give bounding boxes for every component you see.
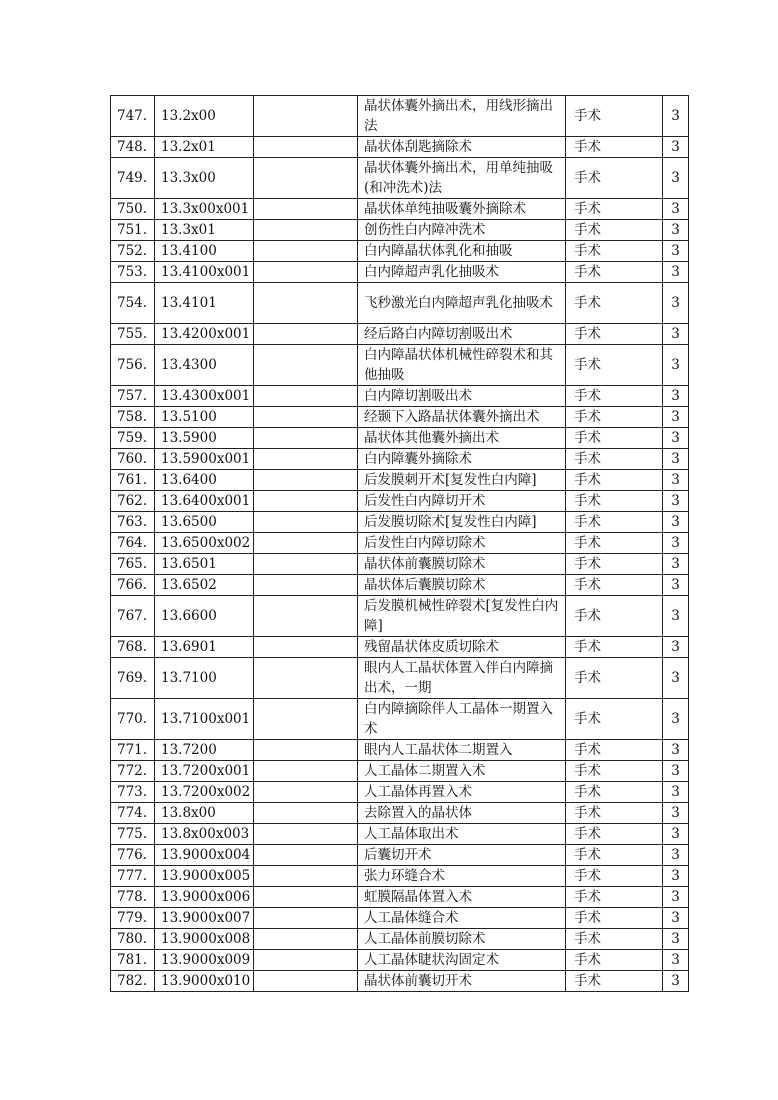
- row-number: 781.: [111, 950, 155, 971]
- procedure-name: 晶状体前囊切开术: [358, 971, 566, 992]
- procedure-level: 3: [663, 824, 689, 845]
- procedure-level: 3: [663, 137, 689, 158]
- blank-cell: [254, 658, 358, 699]
- procedure-type: 手术: [566, 345, 663, 386]
- procedure-name: 白内障摘除伴人工晶体一期置入术: [358, 699, 566, 740]
- procedure-level: 3: [663, 512, 689, 533]
- procedure-name: 眼内人工晶状体二期置入: [358, 740, 566, 761]
- procedure-type: 手术: [566, 512, 663, 533]
- blank-cell: [254, 241, 358, 262]
- table-row: [111, 782, 689, 803]
- table-row: [111, 96, 689, 137]
- procedure-code: 13.4300: [155, 345, 254, 386]
- table-row: [111, 428, 689, 449]
- row-number: 764.: [111, 533, 155, 554]
- table-row: [111, 491, 689, 512]
- procedure-code: 13.9000x010: [155, 971, 254, 992]
- table-row: [111, 158, 689, 199]
- procedure-code: 13.9000x006: [155, 887, 254, 908]
- table-row: [111, 324, 689, 345]
- procedure-level: 3: [663, 950, 689, 971]
- blank-cell: [254, 428, 358, 449]
- procedure-name: 白内障超声乳化抽吸术: [358, 262, 566, 283]
- procedure-level: 3: [663, 554, 689, 575]
- row-number: 765.: [111, 554, 155, 575]
- procedure-code: 13.6901: [155, 637, 254, 658]
- procedure-type: 手术: [566, 428, 663, 449]
- row-number: 754.: [111, 283, 155, 324]
- procedure-name: 晶状体前囊膜切除术: [358, 554, 566, 575]
- procedure-level: 3: [663, 740, 689, 761]
- procedure-name: 白内障囊外摘除术: [358, 449, 566, 470]
- procedure-level: 3: [663, 575, 689, 596]
- row-number: 771.: [111, 740, 155, 761]
- procedure-code: 13.3x00x001: [155, 199, 254, 220]
- row-number: 751.: [111, 220, 155, 241]
- row-number: 778.: [111, 887, 155, 908]
- procedure-name: 创伤性白内障冲洗术: [358, 220, 566, 241]
- procedure-type: 手术: [566, 637, 663, 658]
- procedure-name: 人工晶体前膜切除术: [358, 929, 566, 950]
- procedure-name: 张力环缝合术: [358, 866, 566, 887]
- blank-cell: [254, 491, 358, 512]
- row-number: 763.: [111, 512, 155, 533]
- row-number: 780.: [111, 929, 155, 950]
- procedure-level: 3: [663, 596, 689, 637]
- blank-cell: [254, 699, 358, 740]
- table-row: [111, 908, 689, 929]
- procedure-code: 13.7200: [155, 740, 254, 761]
- procedure-type: 手术: [566, 596, 663, 637]
- procedure-code: 13.7100: [155, 658, 254, 699]
- blank-cell: [254, 512, 358, 533]
- table-row: [111, 596, 689, 637]
- procedure-type: 手术: [566, 554, 663, 575]
- procedure-name: 人工晶体再置入术: [358, 782, 566, 803]
- row-number: 752.: [111, 241, 155, 262]
- procedure-name: 后囊切开术: [358, 845, 566, 866]
- procedure-level: 3: [663, 220, 689, 241]
- procedure-name: 晶状体后囊膜切除术: [358, 575, 566, 596]
- row-number: 774.: [111, 803, 155, 824]
- blank-cell: [254, 283, 358, 324]
- procedure-code: 13.7100x001: [155, 699, 254, 740]
- table-row: [111, 866, 689, 887]
- procedure-code: 13.3x01: [155, 220, 254, 241]
- row-number: 750.: [111, 199, 155, 220]
- procedure-code: 13.2x01: [155, 137, 254, 158]
- procedure-type: 手术: [566, 324, 663, 345]
- procedure-table-body: [111, 96, 689, 992]
- procedure-type: 手术: [566, 491, 663, 512]
- procedure-level: 3: [663, 386, 689, 407]
- procedure-level: 3: [663, 158, 689, 199]
- blank-cell: [254, 96, 358, 137]
- procedure-type: 手术: [566, 658, 663, 699]
- procedure-level: 3: [663, 262, 689, 283]
- row-number: 748.: [111, 137, 155, 158]
- procedure-type: 手术: [566, 575, 663, 596]
- procedure-type: 手术: [566, 824, 663, 845]
- procedure-level: 3: [663, 637, 689, 658]
- procedure-level: 3: [663, 491, 689, 512]
- table-row: [111, 407, 689, 428]
- procedure-type: 手术: [566, 887, 663, 908]
- row-number: 772.: [111, 761, 155, 782]
- procedure-name: 眼内人工晶状体置入伴白内障摘出术，一期: [358, 658, 566, 699]
- blank-cell: [254, 554, 358, 575]
- table-row: [111, 345, 689, 386]
- procedure-code: 13.9000x005: [155, 866, 254, 887]
- table-row: [111, 740, 689, 761]
- procedure-type: 手术: [566, 262, 663, 283]
- procedure-name: 残留晶状体皮质切除术: [358, 637, 566, 658]
- row-number: 768.: [111, 637, 155, 658]
- procedure-name: 晶状体单纯抽吸囊外摘除术: [358, 199, 566, 220]
- procedure-name: 晶状体刮匙摘除术: [358, 137, 566, 158]
- procedure-type: 手术: [566, 533, 663, 554]
- procedure-level: 3: [663, 699, 689, 740]
- procedure-code: 13.6501: [155, 554, 254, 575]
- procedure-code: 13.5900: [155, 428, 254, 449]
- procedure-code: 13.5900x001: [155, 449, 254, 470]
- table-row: [111, 137, 689, 158]
- procedure-code: 13.7200x002: [155, 782, 254, 803]
- row-number: 755.: [111, 324, 155, 345]
- procedure-code: 13.9000x008: [155, 929, 254, 950]
- row-number: 779.: [111, 908, 155, 929]
- blank-cell: [254, 470, 358, 491]
- procedure-name: 经后路白内障切割吸出术: [358, 324, 566, 345]
- procedure-name: 虹膜隔晶体置入术: [358, 887, 566, 908]
- procedure-type: 手术: [566, 386, 663, 407]
- procedure-name: 后发性白内障切除术: [358, 533, 566, 554]
- blank-cell: [254, 158, 358, 199]
- procedure-code: 13.4100: [155, 241, 254, 262]
- blank-cell: [254, 761, 358, 782]
- row-number: 762.: [111, 491, 155, 512]
- procedure-code: 13.4100x001: [155, 262, 254, 283]
- procedure-type: 手术: [566, 220, 663, 241]
- procedure-code: 13.9000x004: [155, 845, 254, 866]
- blank-cell: [254, 803, 358, 824]
- procedure-type: 手术: [566, 137, 663, 158]
- procedure-type: 手术: [566, 908, 663, 929]
- procedure-code: 13.6600: [155, 596, 254, 637]
- blank-cell: [254, 740, 358, 761]
- table-row: [111, 386, 689, 407]
- procedure-code: 13.6502: [155, 575, 254, 596]
- procedure-type: 手术: [566, 782, 663, 803]
- row-number: 757.: [111, 386, 155, 407]
- procedure-level: 3: [663, 761, 689, 782]
- procedure-name: 飞秒激光白内障超声乳化抽吸术: [358, 283, 566, 324]
- procedure-level: 3: [663, 971, 689, 992]
- blank-cell: [254, 929, 358, 950]
- procedure-type: 手术: [566, 241, 663, 262]
- procedure-level: 3: [663, 845, 689, 866]
- procedure-name: 白内障晶状体机械性碎裂术和其他抽吸: [358, 345, 566, 386]
- row-number: 773.: [111, 782, 155, 803]
- table-row: [111, 699, 689, 740]
- row-number: 767.: [111, 596, 155, 637]
- procedure-type: 手术: [566, 470, 663, 491]
- procedure-level: 3: [663, 324, 689, 345]
- row-number: 775.: [111, 824, 155, 845]
- procedure-type: 手术: [566, 803, 663, 824]
- procedure-level: 3: [663, 428, 689, 449]
- procedure-name: 后发性白内障切开术: [358, 491, 566, 512]
- table-row: [111, 950, 689, 971]
- procedure-type: 手术: [566, 449, 663, 470]
- row-number: 756.: [111, 345, 155, 386]
- procedure-name: 经颞下入路晶状体囊外摘出术: [358, 407, 566, 428]
- procedure-level: 3: [663, 407, 689, 428]
- blank-cell: [254, 596, 358, 637]
- procedure-level: 3: [663, 866, 689, 887]
- procedure-name: 白内障晶状体乳化和抽吸: [358, 241, 566, 262]
- procedure-code: 13.2x00: [155, 96, 254, 137]
- blank-cell: [254, 407, 358, 428]
- procedure-type: 手术: [566, 929, 663, 950]
- procedure-name: 后发膜切除术[复发性白内障]: [358, 512, 566, 533]
- procedure-code: 13.9000x007: [155, 908, 254, 929]
- procedure-level: 3: [663, 283, 689, 324]
- row-number: 761.: [111, 470, 155, 491]
- table-row: [111, 824, 689, 845]
- row-number: 769.: [111, 658, 155, 699]
- table-row: [111, 575, 689, 596]
- procedure-level: 3: [663, 241, 689, 262]
- blank-cell: [254, 137, 358, 158]
- procedure-level: 3: [663, 470, 689, 491]
- procedure-code: 13.6400: [155, 470, 254, 491]
- table-row: [111, 262, 689, 283]
- procedure-type: 手术: [566, 96, 663, 137]
- blank-cell: [254, 386, 358, 407]
- blank-cell: [254, 199, 358, 220]
- procedure-code: 13.3x00: [155, 158, 254, 199]
- table-row: [111, 220, 689, 241]
- procedure-type: 手术: [566, 407, 663, 428]
- row-number: 776.: [111, 845, 155, 866]
- procedure-name: 去除置入的晶状体: [358, 803, 566, 824]
- procedure-table: [110, 95, 689, 992]
- blank-cell: [254, 575, 358, 596]
- blank-cell: [254, 637, 358, 658]
- procedure-name: 白内障切割吸出术: [358, 386, 566, 407]
- row-number: 777.: [111, 866, 155, 887]
- table-row: [111, 803, 689, 824]
- table-row: [111, 971, 689, 992]
- procedure-code: 13.6500: [155, 512, 254, 533]
- table-row: [111, 283, 689, 324]
- row-number: 760.: [111, 449, 155, 470]
- blank-cell: [254, 262, 358, 283]
- procedure-type: 手术: [566, 971, 663, 992]
- procedure-code: 13.4300x001: [155, 386, 254, 407]
- procedure-level: 3: [663, 887, 689, 908]
- row-number: 747.: [111, 96, 155, 137]
- procedure-type: 手术: [566, 845, 663, 866]
- procedure-level: 3: [663, 908, 689, 929]
- procedure-type: 手术: [566, 699, 663, 740]
- table-row: [111, 199, 689, 220]
- procedure-name: 人工晶体缝合术: [358, 908, 566, 929]
- row-number: 749.: [111, 158, 155, 199]
- procedure-level: 3: [663, 782, 689, 803]
- blank-cell: [254, 449, 358, 470]
- blank-cell: [254, 887, 358, 908]
- procedure-level: 3: [663, 533, 689, 554]
- table-row: [111, 637, 689, 658]
- procedure-type: 手术: [566, 950, 663, 971]
- blank-cell: [254, 345, 358, 386]
- procedure-code: 13.8x00x003: [155, 824, 254, 845]
- procedure-level: 3: [663, 96, 689, 137]
- procedure-code: 13.5100: [155, 407, 254, 428]
- procedure-level: 3: [663, 658, 689, 699]
- procedure-name: 人工晶体取出术: [358, 824, 566, 845]
- procedure-type: 手术: [566, 199, 663, 220]
- table-row: [111, 533, 689, 554]
- procedure-code: 13.6500x002: [155, 533, 254, 554]
- table-row: [111, 845, 689, 866]
- procedure-type: 手术: [566, 761, 663, 782]
- procedure-name: 晶状体其他囊外摘出术: [358, 428, 566, 449]
- procedure-name: 人工晶体睫状沟固定术: [358, 950, 566, 971]
- procedure-name: 后发膜刺开术[复发性白内障]: [358, 470, 566, 491]
- blank-cell: [254, 866, 358, 887]
- procedure-level: 3: [663, 199, 689, 220]
- procedure-code: 13.9000x009: [155, 950, 254, 971]
- row-number: 782.: [111, 971, 155, 992]
- row-number: 759.: [111, 428, 155, 449]
- procedure-level: 3: [663, 929, 689, 950]
- table-row: [111, 658, 689, 699]
- row-number: 758.: [111, 407, 155, 428]
- blank-cell: [254, 324, 358, 345]
- procedure-level: 3: [663, 803, 689, 824]
- procedure-type: 手术: [566, 158, 663, 199]
- blank-cell: [254, 824, 358, 845]
- procedure-type: 手术: [566, 740, 663, 761]
- procedure-type: 手术: [566, 866, 663, 887]
- procedure-code: 13.6400x001: [155, 491, 254, 512]
- procedure-code: 13.7200x001: [155, 761, 254, 782]
- procedure-name: 晶状体囊外摘出术，用线形摘出法: [358, 96, 566, 137]
- procedure-code: 13.8x00: [155, 803, 254, 824]
- procedure-code: 13.4101: [155, 283, 254, 324]
- row-number: 770.: [111, 699, 155, 740]
- blank-cell: [254, 950, 358, 971]
- blank-cell: [254, 908, 358, 929]
- procedure-name: 人工晶体二期置入术: [358, 761, 566, 782]
- row-number: 766.: [111, 575, 155, 596]
- procedure-name: 晶状体囊外摘出术，用单纯抽吸(和冲洗术)法: [358, 158, 566, 199]
- table-row: [111, 929, 689, 950]
- blank-cell: [254, 220, 358, 241]
- row-number: 753.: [111, 262, 155, 283]
- table-row: [111, 241, 689, 262]
- blank-cell: [254, 845, 358, 866]
- procedure-code: 13.4200x001: [155, 324, 254, 345]
- table-row: [111, 554, 689, 575]
- blank-cell: [254, 971, 358, 992]
- procedure-name: 后发膜机械性碎裂术[复发性白内障]: [358, 596, 566, 637]
- table-row: [111, 887, 689, 908]
- table-row: [111, 512, 689, 533]
- blank-cell: [254, 782, 358, 803]
- procedure-level: 3: [663, 345, 689, 386]
- blank-cell: [254, 533, 358, 554]
- procedure-level: 3: [663, 449, 689, 470]
- table-row: [111, 470, 689, 491]
- table-row: [111, 449, 689, 470]
- table-row: [111, 761, 689, 782]
- procedure-type: 手术: [566, 283, 663, 324]
